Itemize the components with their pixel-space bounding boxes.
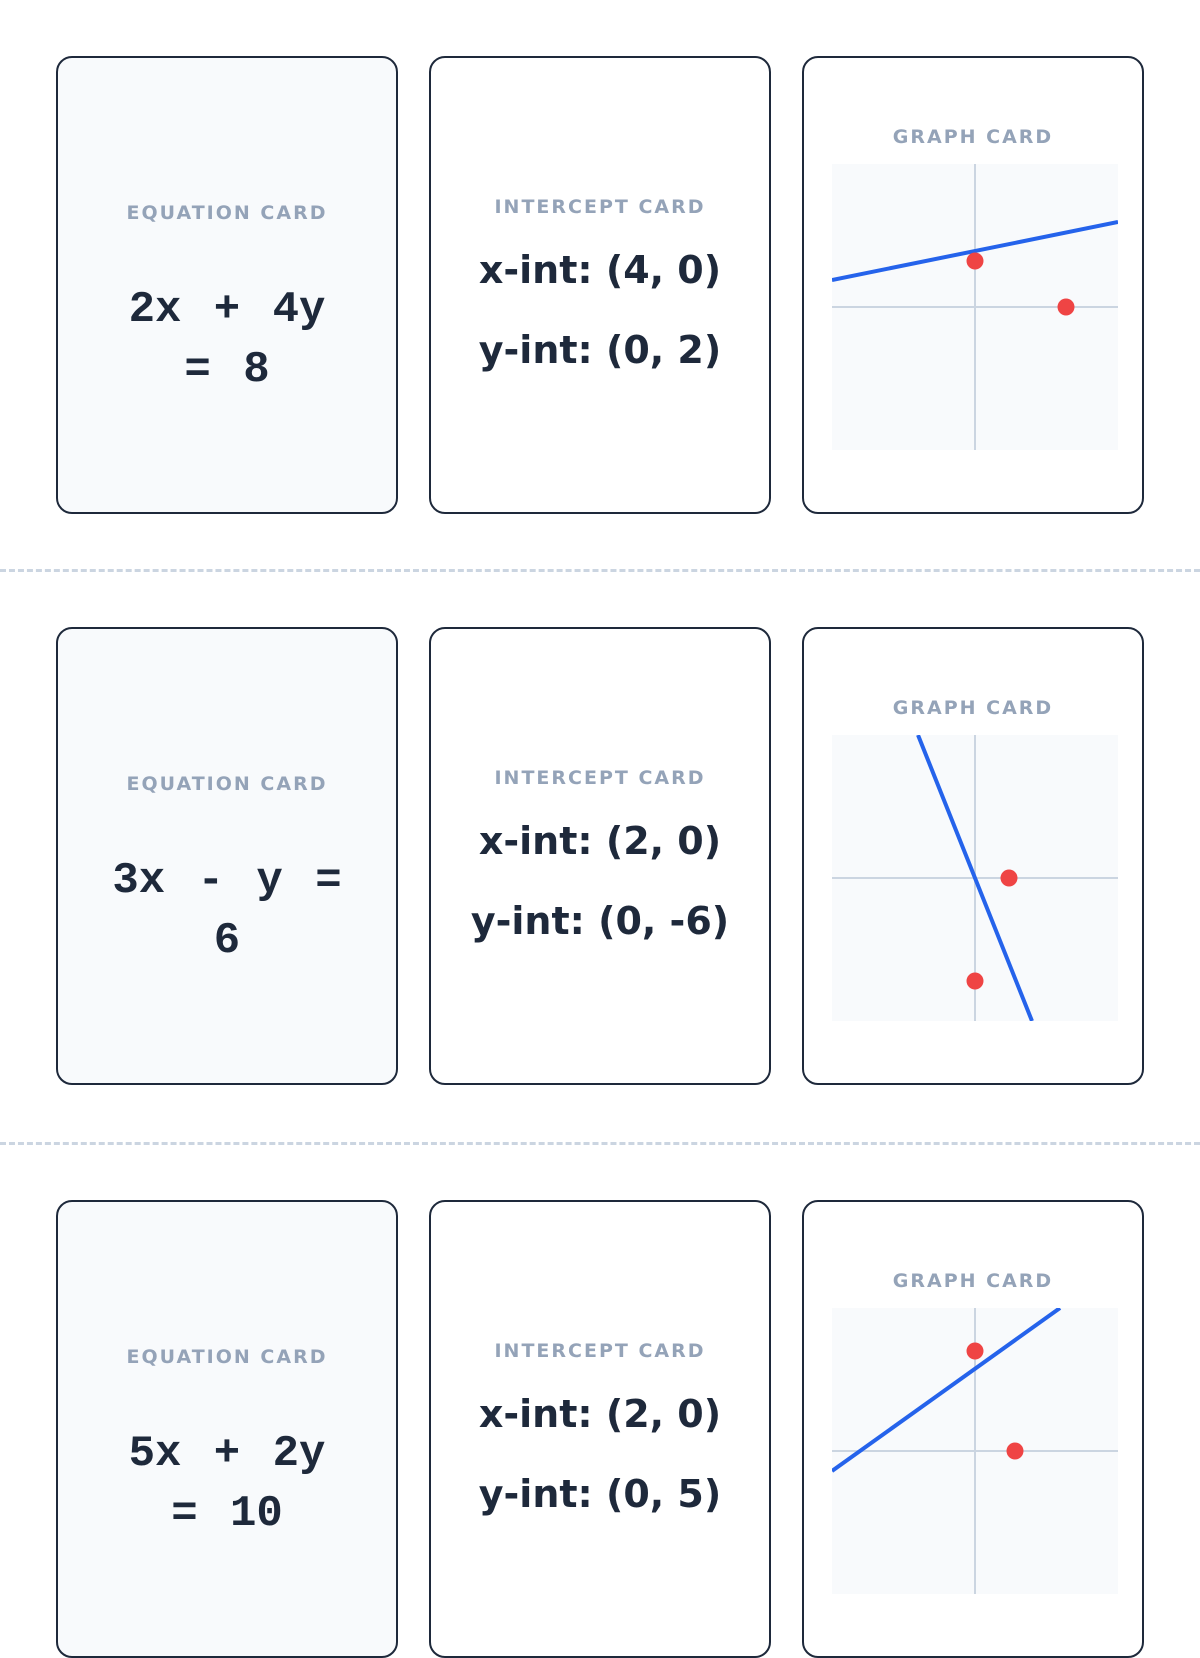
- equation-card[interactable]: [56, 1200, 398, 1658]
- graph-svg: [832, 1308, 1118, 1594]
- graph-line: [832, 1308, 1060, 1471]
- x-intercept-text: x-int: (2, 0): [478, 819, 722, 863]
- graph-svg: [832, 735, 1118, 1021]
- equation-card[interactable]: [56, 627, 398, 1085]
- graph-card-label: GRAPH CARD: [892, 1270, 1054, 1292]
- intercept-card[interactable]: [429, 56, 771, 514]
- y-intercept-text: y-int: (0, 2): [478, 328, 722, 372]
- intercept-card-label: INTERCEPT CARD: [494, 767, 706, 789]
- x-intercept-text: x-int: (2, 0): [478, 1392, 722, 1436]
- intercept-card-label: INTERCEPT CARD: [494, 196, 706, 218]
- intercept-card[interactable]: [429, 627, 771, 1085]
- equation-text: 2x + 4y = 8: [128, 285, 358, 395]
- y-intercept-text: y-int: (0, -6): [470, 899, 730, 943]
- row-divider: [0, 569, 1200, 572]
- graph-card-label: GRAPH CARD: [892, 697, 1054, 719]
- row-divider: [0, 1142, 1200, 1145]
- graph-svg: [832, 164, 1118, 450]
- graph-card[interactable]: [802, 1200, 1144, 1658]
- graph-card[interactable]: [802, 627, 1144, 1085]
- intercept-card[interactable]: [429, 1200, 771, 1658]
- graph-card-label: GRAPH CARD: [892, 126, 1054, 148]
- intercept-card-label: INTERCEPT CARD: [494, 1340, 706, 1362]
- x-intercept-text: x-int: (4, 0): [478, 248, 722, 292]
- intercept-point: [1007, 1443, 1024, 1460]
- intercept-point: [1058, 299, 1075, 316]
- intercept-point: [967, 1343, 984, 1360]
- intercept-point: [967, 973, 984, 990]
- graph-plot: [832, 1308, 1118, 1594]
- equation-card-label: EQUATION CARD: [126, 202, 328, 224]
- equation-card[interactable]: [56, 56, 398, 514]
- equation-text: 3x - y = 6: [112, 856, 375, 966]
- graph-plot: [832, 164, 1118, 450]
- equation-text: 5x + 2y = 10: [128, 1429, 358, 1539]
- intercept-point: [1001, 870, 1018, 887]
- graph-card[interactable]: [802, 56, 1144, 514]
- equation-card-label: EQUATION CARD: [126, 1346, 328, 1368]
- intercept-point: [967, 253, 984, 270]
- equation-card-label: EQUATION CARD: [126, 773, 328, 795]
- y-intercept-text: y-int: (0, 5): [478, 1472, 722, 1516]
- graph-plot: [832, 735, 1118, 1021]
